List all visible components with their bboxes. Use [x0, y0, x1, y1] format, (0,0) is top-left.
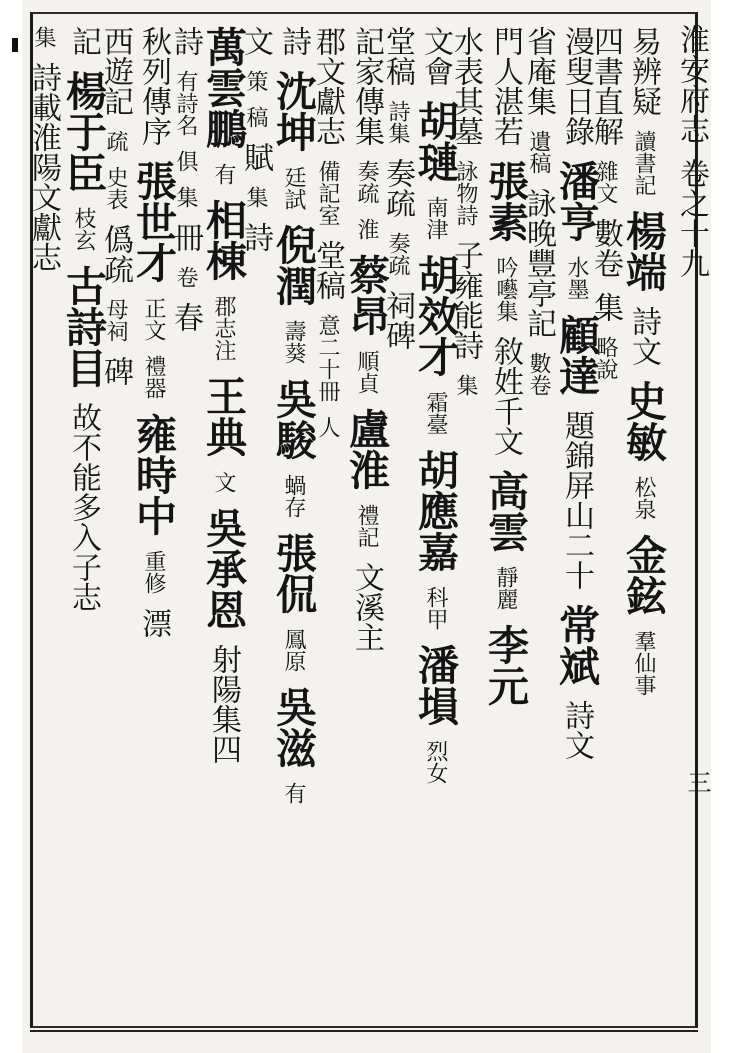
- author-name: 吳駿: [269, 378, 317, 460]
- title-text: 記: [66, 26, 101, 56]
- title-text: 奏疏: [380, 158, 415, 218]
- title-text: 疏: [103, 130, 128, 152]
- title-text: 四書直解: [588, 26, 623, 146]
- title-text: 遺稿: [526, 130, 551, 174]
- title-text: 集: [453, 374, 478, 396]
- title-text: 文: [238, 26, 273, 56]
- title-text: 靜麗: [493, 566, 518, 610]
- author-name: 張素: [481, 160, 529, 242]
- title-text: 淮: [354, 218, 379, 240]
- title-text: 備記室: [315, 160, 340, 226]
- author-name: 盧淮: [342, 408, 390, 490]
- title-text: 詩: [238, 222, 273, 252]
- author-name: 倪潤: [269, 224, 317, 306]
- title-text: 鳳原: [281, 628, 306, 672]
- title-text: 吟囈集: [493, 256, 518, 322]
- author-name: 高雲: [481, 470, 529, 552]
- title-text: 羣仙事: [631, 630, 656, 696]
- title-text: 南津: [423, 196, 448, 240]
- title-text: 西遊記: [98, 26, 133, 116]
- title-text: 俱: [173, 150, 198, 172]
- text-column: [129, 26, 177, 638]
- running-head-title: 淮安府志: [674, 24, 709, 144]
- running-head-section: 卷之十九: [674, 158, 709, 278]
- title-text: 祠碑: [380, 290, 415, 350]
- title-text: 賦: [238, 142, 273, 172]
- author-name: 吳承恩: [199, 507, 247, 630]
- text-column: [552, 26, 600, 760]
- title-text: 重修: [141, 550, 166, 594]
- text-column: [342, 26, 390, 652]
- title-text: 冊: [168, 222, 203, 252]
- title-text: 讀書記: [631, 130, 656, 196]
- author-name: 張侃: [269, 532, 317, 614]
- text-column: [619, 26, 667, 696]
- title-text: 射陽集四: [206, 644, 241, 764]
- title-text: 詠晚豐亭記: [521, 188, 556, 338]
- author-name: 楊于臣: [59, 70, 107, 193]
- title-text: 碑: [98, 356, 133, 386]
- running-head: [674, 24, 709, 278]
- bottom-rule: [30, 1030, 698, 1032]
- title-text: 松泉: [631, 476, 656, 520]
- title-text: 集: [243, 186, 268, 208]
- page-number: 三: [683, 770, 711, 794]
- title-text: 奏疏: [354, 160, 379, 204]
- title-text: 堂稿: [310, 240, 345, 300]
- title-text: 稿: [243, 106, 268, 128]
- title-text: 雜文: [593, 160, 618, 204]
- title-text: 郡文獻志: [310, 26, 345, 146]
- author-name: 雍時中: [129, 413, 177, 536]
- title-text: 人: [315, 416, 340, 438]
- title-text: 母祠: [103, 298, 128, 342]
- title-text: 霜臺: [423, 391, 448, 435]
- title-text: 順貞: [354, 350, 379, 394]
- title-text: 策: [243, 70, 268, 92]
- author-name: 潘塤: [411, 644, 459, 726]
- title-text: 略說: [593, 336, 618, 380]
- author-name: 顧達: [552, 314, 600, 396]
- title-text: 正文: [141, 297, 166, 341]
- title-text: 故不能多入子志: [66, 402, 101, 612]
- title-text: 文會: [418, 26, 453, 86]
- title-text: 禮器: [141, 355, 166, 399]
- title-text: 枝玄: [71, 207, 96, 251]
- title-text: 奏疏: [385, 232, 410, 276]
- title-text: 文: [211, 471, 236, 493]
- title-text: 數卷: [526, 352, 551, 396]
- title-text: 漫叟日錄: [559, 26, 594, 146]
- title-text: 詩: [276, 26, 311, 56]
- author-name: 沈坤: [269, 70, 317, 152]
- author-name: 李元: [481, 624, 529, 706]
- title-text: 集: [173, 186, 198, 208]
- title-text: 廷試: [281, 166, 306, 210]
- title-text: 詩文: [559, 700, 594, 760]
- title-text: 春: [168, 302, 203, 332]
- author-name: 史敏: [619, 380, 667, 462]
- author-name: 常斌: [552, 604, 600, 686]
- author-name: 潘亨: [552, 160, 600, 242]
- title-text: 水墨: [564, 256, 589, 300]
- title-text: 題錦屏山二十: [559, 410, 594, 590]
- right-margin: [711, 0, 734, 1053]
- title-text: 詠物詩: [453, 160, 478, 226]
- title-text: 易辨疑: [626, 26, 661, 116]
- text-column: [59, 26, 107, 612]
- margin-mark: [12, 38, 18, 52]
- title-text: 禮記: [354, 504, 379, 548]
- title-text: 子雍能詩: [448, 240, 483, 360]
- text-column: [269, 26, 317, 804]
- author-name: 相棟: [199, 199, 247, 281]
- title-text: 省庵集: [521, 26, 556, 116]
- title-text: 文溪主: [349, 562, 384, 652]
- title-text: 僞疏: [98, 224, 133, 284]
- author-name: 金鉉: [619, 534, 667, 616]
- author-name: 吳滋: [269, 686, 317, 768]
- title-text: 詩集: [385, 100, 410, 144]
- author-name: 胡效才: [411, 254, 459, 377]
- title-text: 記家傳集: [349, 26, 384, 146]
- title-text: 漂: [136, 608, 171, 638]
- title-text: 蝸存: [281, 474, 306, 518]
- title-text: 集: [588, 292, 623, 322]
- title-text: 敘姓千文: [488, 336, 523, 456]
- title-text: 詩: [168, 26, 203, 56]
- title-text: 詩文: [626, 306, 661, 366]
- title-text: 集: [31, 26, 56, 48]
- text-column: [481, 26, 529, 706]
- text-column: [411, 26, 459, 784]
- title-text: 史表: [103, 166, 128, 210]
- title-text: 詩載淮陽文獻志: [26, 62, 61, 272]
- left-margin: [0, 0, 22, 1053]
- title-text: 有: [211, 163, 236, 185]
- text-column: [199, 26, 247, 764]
- title-text: 有: [281, 782, 306, 804]
- author-name: 胡應嘉: [411, 449, 459, 572]
- title-text: 郡志注: [211, 295, 236, 361]
- title-text: 數卷: [588, 218, 623, 278]
- title-text: 有詩名: [173, 70, 198, 136]
- title-text: 秋列傳序: [136, 26, 171, 146]
- text-column: [26, 26, 61, 272]
- title-text: 門人湛若: [488, 26, 523, 146]
- title-text: 水表其墓: [448, 26, 483, 146]
- author-name: 古詩目: [59, 265, 107, 388]
- author-name: 胡璉: [411, 100, 459, 182]
- title-text: 堂稿: [380, 26, 415, 86]
- title-text: 意二十冊: [315, 314, 340, 402]
- author-name: 蔡昂: [342, 254, 390, 336]
- author-name: 楊端: [619, 210, 667, 292]
- title-text: 科甲: [423, 586, 448, 630]
- title-text: 烈女: [423, 740, 448, 784]
- title-text: 卷: [173, 266, 198, 288]
- title-text: 壽葵: [281, 320, 306, 364]
- author-name: 張世才: [129, 160, 177, 283]
- author-name: 萬雲鵬: [199, 26, 247, 149]
- author-name: 王典: [199, 375, 247, 457]
